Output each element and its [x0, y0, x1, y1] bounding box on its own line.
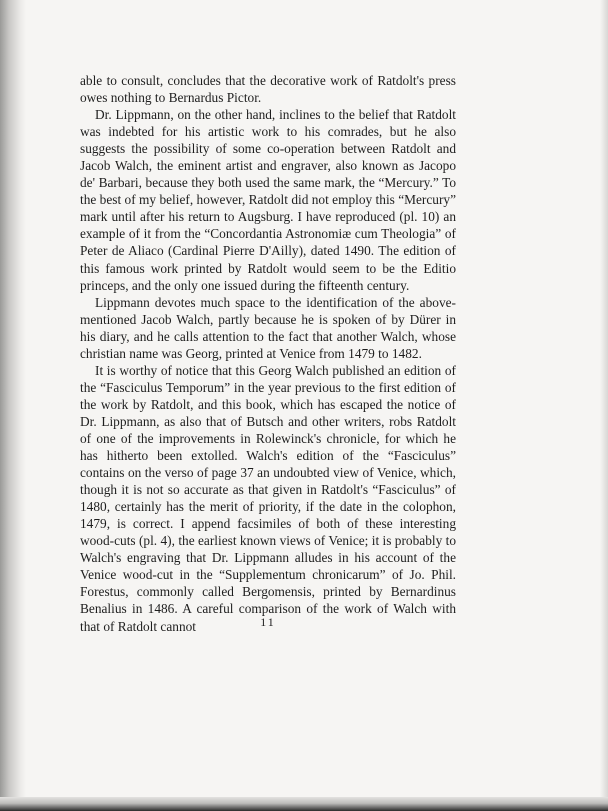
page-number: 11 [260, 615, 276, 629]
body-text [80, 72, 456, 635]
page-edge-right [600, 0, 608, 811]
page-edge-bottom [0, 797, 608, 811]
paragraph: Lippmann devotes much space to the identification of the above-mentioned Jacob Walch, partly because he is spoken of by Dürer in his diary, and he calls attention to the fact that another Walch, whose christian name was Georg, printed at Venice from 1479 to 1482. [80, 294, 456, 361]
paragraph: Dr. Lippmann, on the other hand, inclines to the belief that Ratdolt was indebted for his artistic work to his comrades, but he also suggests the possibility of some co-operation between Ratdolt and Jacob Walch, the eminent artist and engraver, also known as Jacopo de' Barbari, because they both used the same mark, the “Mercury.” To the best of my belief, however, Ratdolt did not employ this “Mercury” mark until after his return to Augsburg. I have reproduced (pl. 10) an example of it from the “Concordantia Astronomiæ cum Theologia” of Peter de Aliaco (Cardinal Pierre D'Ailly), dated 1490. The edition of this famous work printed by Ratdolt would seem to be the Editio princeps, and the only one issued during the fifteenth century. [80, 107, 456, 293]
binding-shadow [0, 0, 26, 811]
paragraph: It is worthy of notice that this Georg Walch published an edition of the “Fasciculus Temporum” in the year previous to the first edition of the work by Ratdolt, and this book, which has escaped the notice of Dr. Lippmann, as also that of Butsch and other writers, robs Ratdolt of one of the improvements in Rolewinck's chronicle, for which he has hitherto been extolled. Walch's edition of the “Fasciculus” contains on the verso of page 37 an undoubted view of Venice, which, though it is not so accurate as that given in Ratdolt's “Fasciculus” of 1480, certainly has the merit of priority, if the date in the colophon, 1479, is correct. I append facsimiles of both of these interesting wood-cuts (pl. 4), the earliest known views of Venice; it is probably to Walch's engraving that Dr. Lippmann alludes in his account of the Venice wood-cut in the “Supplementum chronicarum” of Jo. Phil. Forestus, commonly called Bergomensis, printed by Bernardinus Benalius in 1486. A careful comparison of the work of Walch with that of Ratdolt cannot [80, 362, 456, 634]
paragraph: able to consult, concludes that the decorative work of Ratdolt's press owes nothing to Bernardus Pictor. [80, 73, 456, 106]
